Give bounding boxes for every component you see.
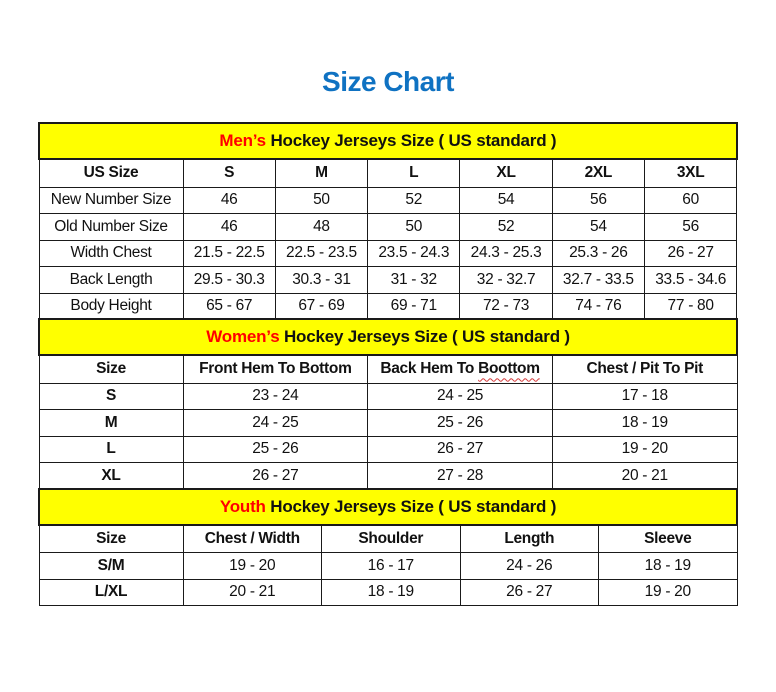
table-row <box>39 240 737 267</box>
cell: 16 - 17 <box>322 553 461 580</box>
youth-header-row <box>39 525 737 553</box>
womens-section-rest: Hockey Jerseys Size ( US standard ) <box>279 327 570 346</box>
mens-header-s: S <box>183 159 275 187</box>
youth-size-label: L/XL <box>39 579 183 606</box>
cell: 26 - 27 <box>368 436 553 463</box>
mens-header-m: M <box>275 159 367 187</box>
mens-row-label: Body Height <box>39 293 183 320</box>
cell: 19 - 20 <box>599 579 738 606</box>
back-hem-prefix: Back Hem To <box>380 360 479 378</box>
cell: 17 - 18 <box>552 383 737 410</box>
mens-section-accent: Men’s <box>219 131 266 150</box>
youth-header-chest-width: Chest / Width <box>183 525 322 553</box>
mens-header-us-size: US Size <box>39 159 183 187</box>
cell: 60 <box>644 187 736 214</box>
cell: 52 <box>368 187 460 214</box>
cell: 24 - 25 <box>183 410 368 437</box>
cell: 48 <box>275 214 367 241</box>
cell: 29.5 - 30.3 <box>183 267 275 294</box>
cell: 56 <box>552 187 644 214</box>
cell: 50 <box>275 187 367 214</box>
mens-row-label: New Number Size <box>39 187 183 214</box>
cell: 26 - 27 <box>460 579 599 606</box>
cell: 50 <box>368 214 460 241</box>
page-title: Size Chart <box>322 66 454 97</box>
cell: 25 - 26 <box>183 436 368 463</box>
womens-header-chest: Chest / Pit To Pit <box>552 355 737 383</box>
mens-header-3xl: 3XL <box>644 159 736 187</box>
womens-header-row <box>39 355 737 383</box>
table-row <box>39 267 737 294</box>
cell: 65 - 67 <box>183 293 275 320</box>
cell: 72 - 73 <box>460 293 552 320</box>
womens-header-front-hem: Front Hem To Bottom <box>183 355 368 383</box>
womens-section-title <box>39 319 737 355</box>
womens-size-table <box>38 318 738 490</box>
womens-header-size: Size <box>39 355 183 383</box>
table-row <box>39 187 737 214</box>
mens-header-xl: XL <box>460 159 552 187</box>
table-row <box>39 383 737 410</box>
table-row <box>39 214 737 241</box>
cell: 32 - 32.7 <box>460 267 552 294</box>
youth-section-title <box>39 489 737 525</box>
youth-section-rest: Hockey Jerseys Size ( US standard ) <box>265 496 557 516</box>
mens-row-label: Width Chest <box>39 240 183 267</box>
youth-header-shoulder: Shoulder <box>322 525 461 553</box>
mens-row-label: Back Length <box>39 267 183 294</box>
youth-size-label: S/M <box>39 553 183 580</box>
womens-section-band <box>39 319 737 355</box>
cell: 56 <box>644 214 736 241</box>
cell: 54 <box>460 187 552 214</box>
womens-header-back-hem <box>368 355 553 383</box>
cell: 24 - 25 <box>368 383 553 410</box>
cell: 18 - 19 <box>322 579 461 606</box>
cell: 20 - 21 <box>183 579 322 606</box>
youth-section-band <box>39 489 737 525</box>
cell: 46 <box>183 187 275 214</box>
table-row <box>39 293 737 320</box>
cell: 23 - 24 <box>183 383 368 410</box>
cell: 26 - 27 <box>183 463 368 490</box>
youth-header-length: Length <box>460 525 599 553</box>
womens-size-label: L <box>39 436 183 463</box>
cell: 31 - 32 <box>368 267 460 294</box>
back-hem-misspelled-word: Boottom <box>478 360 540 378</box>
mens-size-table <box>38 122 738 320</box>
cell: 54 <box>552 214 644 241</box>
size-tables-container <box>38 122 738 606</box>
mens-header-row <box>39 159 737 187</box>
cell: 25.3 - 26 <box>552 240 644 267</box>
cell: 24 - 26 <box>460 553 599 580</box>
youth-section-accent: Youth <box>219 496 266 516</box>
cell: 30.3 - 31 <box>275 267 367 294</box>
womens-size-label: M <box>39 410 183 437</box>
cell: 27 - 28 <box>368 463 553 490</box>
cell: 69 - 71 <box>368 293 460 320</box>
cell: 22.5 - 23.5 <box>275 240 367 267</box>
womens-size-label: XL <box>39 463 183 490</box>
cell: 67 - 69 <box>275 293 367 320</box>
mens-header-l: L <box>368 159 460 187</box>
cell: 74 - 76 <box>552 293 644 320</box>
mens-section-title <box>39 123 737 159</box>
table-row <box>39 579 737 606</box>
cell: 23.5 - 24.3 <box>368 240 460 267</box>
youth-header-sleeve: Sleeve <box>599 525 738 553</box>
table-row <box>39 463 737 490</box>
cell: 26 - 27 <box>644 240 736 267</box>
cell: 21.5 - 22.5 <box>183 240 275 267</box>
cell: 20 - 21 <box>552 463 737 490</box>
table-row <box>39 553 737 580</box>
cell: 24.3 - 25.3 <box>460 240 552 267</box>
cell: 19 - 20 <box>183 553 322 580</box>
cell: 19 - 20 <box>552 436 737 463</box>
womens-size-label: S <box>39 383 183 410</box>
mens-row-label: Old Number Size <box>39 214 183 241</box>
cell: 52 <box>460 214 552 241</box>
cell: 18 - 19 <box>599 553 738 580</box>
youth-header-size: Size <box>39 525 183 553</box>
cell: 33.5 - 34.6 <box>644 267 736 294</box>
cell: 32.7 - 33.5 <box>552 267 644 294</box>
table-row <box>39 436 737 463</box>
cell: 46 <box>183 214 275 241</box>
cell: 25 - 26 <box>368 410 553 437</box>
cell: 18 - 19 <box>552 410 737 437</box>
mens-section-band <box>39 123 737 159</box>
cell: 77 - 80 <box>644 293 736 320</box>
mens-header-2xl: 2XL <box>552 159 644 187</box>
womens-section-accent: Women’s <box>206 327 280 346</box>
mens-section-rest: Hockey Jerseys Size ( US standard ) <box>265 131 557 150</box>
youth-size-table <box>38 488 738 607</box>
table-row <box>39 410 737 437</box>
